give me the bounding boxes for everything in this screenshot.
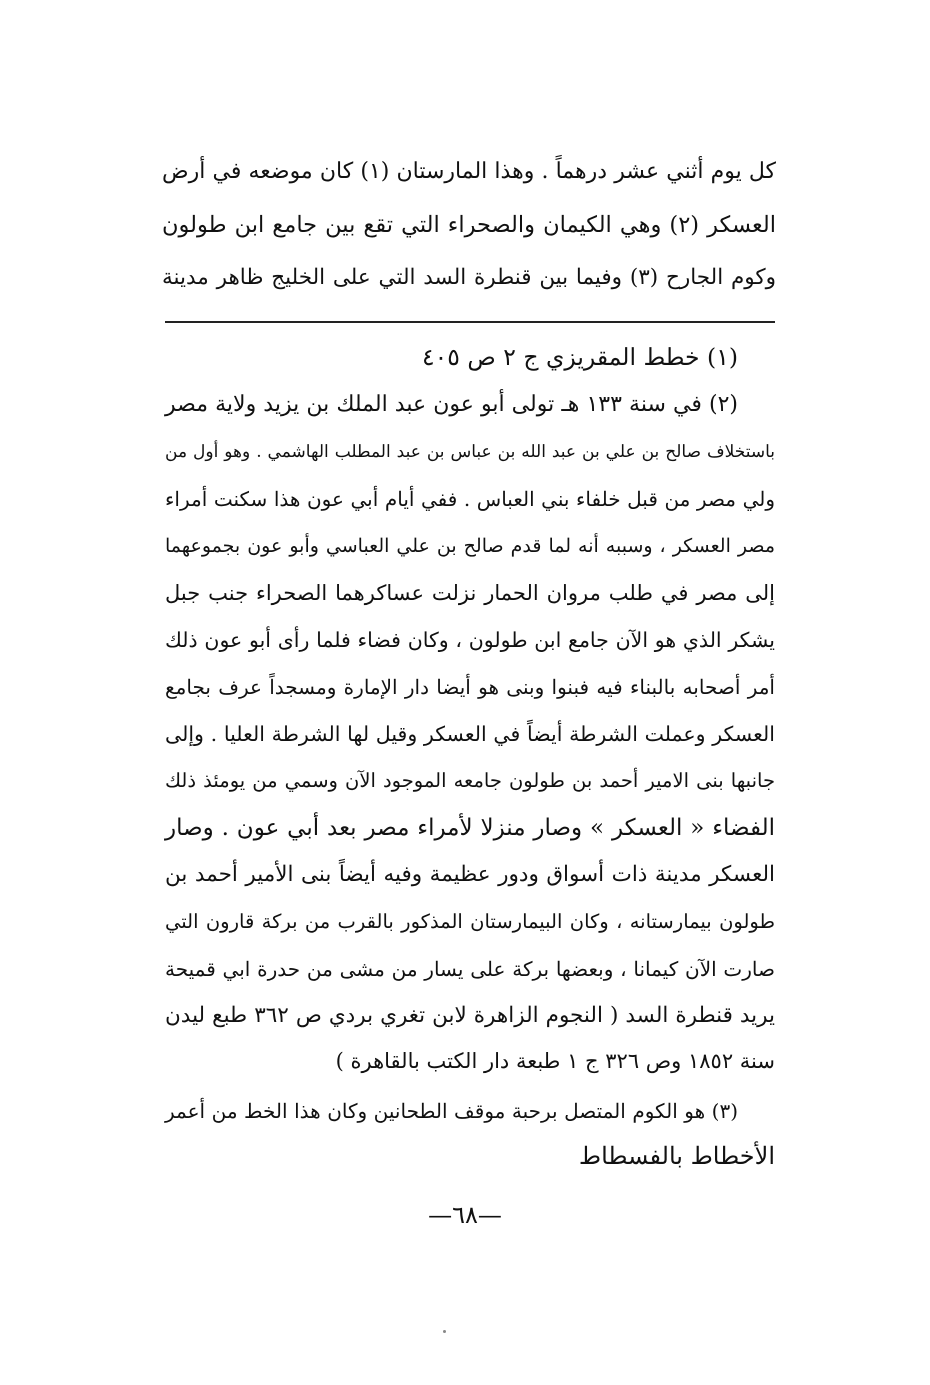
- main-text-line-1: كل يوم أثني عشر درهماً . وهذا المارستان (١) كان موضعه في أرض: [162, 159, 776, 184]
- footnote-line-1: (١) خطط المقريزي ج ٢ ص ٤٠٥: [421, 343, 738, 371]
- footnote-line-9: العسكر وعملت الشرطة أيضاً في العسكر وقيل لها الشرطة العليا . وإلى: [165, 722, 775, 746]
- footnote-line-10: جانبها بنى الامير أحمد بن طولون جامعه الموجود الآن وسمي من يومئذ ذلك: [165, 769, 775, 792]
- footnote-line-15: يريد قنطرة السد ( النجوم الزاهرة لابن تغري بردي ص ٣٦٢ طبع ليدن: [165, 1003, 776, 1028]
- page-number: —٦٨—: [428, 1201, 502, 1229]
- footnote-line-3: باستخلاف صالح بن علي بن عبد الله بن عباس بن عبد المطلب الهاشمي . وهو أول من: [165, 442, 775, 462]
- footnote-line-11: الفضاء « العسكر » وصار منزلا لأمراء مصر بعد أبي عون . وصار: [165, 815, 775, 841]
- footnote-line-13: طولون بيمارستانه ، وكان البيمارستان المذكور بالقرب من بركة قارون التي: [165, 910, 775, 933]
- footnote-line-5: مصر العسكر ، وسببه أنه لما قدم صالح بن علي العباسي وأبو عون بجموعهما: [165, 535, 775, 557]
- footnote-line-16: سنة ١٨٥٢ وص ٣٢٦ ج ١ طبعة دار الكتب بالقاهرة ): [335, 1049, 775, 1073]
- footnote-line-17: (٣) هو الكوم المتصل برحبة موقف الطحانين وكان هذا الخط من أعمر: [165, 1099, 738, 1123]
- footnote-line-7: يشكر الذي هو الآن جامع ابن طولون ، وكان فضاء فلما رأى أبو عون ذلك: [165, 628, 775, 652]
- footnote-line-4: ولي مصر من قبل خلفاء بني العباس . ففي أيام أبي عون هذا سكنت أمراء: [165, 487, 775, 511]
- footnote-line-14: صارت الآن كيمانا ، وبعضها بركة على يسار من مشى من حدرة ابي قميحة: [165, 957, 775, 981]
- footnote-line-2: (٢) في سنة ١٣٣ هـ تولى أبو عون عبد الملك بن يزيد ولاية مصر: [165, 392, 738, 417]
- scan-speck: [443, 1330, 446, 1333]
- main-text-line-3: وكوم الجارح (٣) وفيما بين قنطرة السد التي على الخليج ظاهر مدينة: [162, 265, 776, 290]
- footnote-line-6: إلى مصر في طلب مروان الحمار نزلت عساكرهما الصحراء جنب جبل: [165, 581, 775, 605]
- footnote-line-18: الأخطاط بالفسطاط: [578, 1142, 775, 1170]
- footnote-line-12: العسكر مدينة ذات أسواق ودور عظيمة وفيه أيضاً بنى الأمير أحمد بن: [165, 862, 775, 887]
- main-text-line-2: العسكر (٢) وهي الكيمان والصحراء التي تقع بين جامع ابن طولون: [162, 212, 776, 238]
- footnote-line-8: أمر أصحابه بالبناء فيه فبنوا وبنى هو أيضا دار الإمارة ومسجداً عرف بجامع: [165, 675, 775, 699]
- footnote-separator: [165, 321, 775, 323]
